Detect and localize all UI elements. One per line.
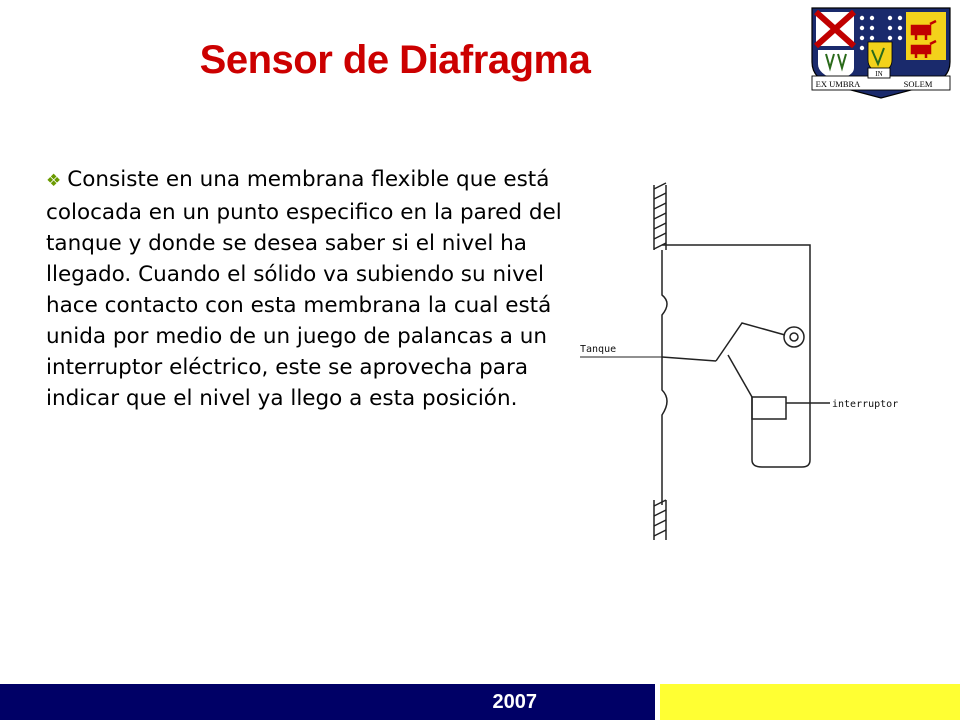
sensor-housing <box>662 245 810 467</box>
slide-body-paragraph <box>46 164 571 414</box>
university-crest-logo <box>806 2 956 100</box>
footer-year: 2007 <box>492 690 537 713</box>
diaphragm-sensor-diagram <box>580 175 930 550</box>
lever-arm <box>716 323 785 361</box>
tank-wall-top-hatching <box>654 183 666 249</box>
diaphragm-rod <box>662 357 716 361</box>
logo-motto-right: SOLEM <box>903 79 933 89</box>
footer-bar-yellow <box>660 684 960 720</box>
slide-body-text: Consiste en una membrana flexible que está colocada en un punto especifico en la pared del tanque y donde se desea saber si el nivel ha llegado. Cuando el sólido va subiendo su nivel hace contacto con esta membrana la cual está unida por medio de un juego de palancas a un interruptor eléctrico, este se aprovecha para indicar que el nivel ya llego a esta posición. <box>46 167 562 411</box>
diagram-label-tank: Tanque <box>580 344 617 355</box>
tank-wall-bottom-hatching <box>654 500 666 536</box>
switch-link <box>728 355 752 397</box>
switch-box <box>752 397 786 419</box>
footer-bar-navy <box>0 684 655 720</box>
logo-motto-left: EX UMBRA <box>815 79 861 89</box>
lever-pivot <box>784 327 804 347</box>
diamond-bullet-icon: ❖ <box>46 171 62 191</box>
lever-pivot-inner <box>790 333 798 341</box>
slide-title: Sensor de Diafragma <box>199 38 591 82</box>
diagram-label-switch: interruptor <box>832 399 899 410</box>
tank-wall-line <box>662 250 667 505</box>
logo-motto-mid: IN <box>875 70 883 78</box>
